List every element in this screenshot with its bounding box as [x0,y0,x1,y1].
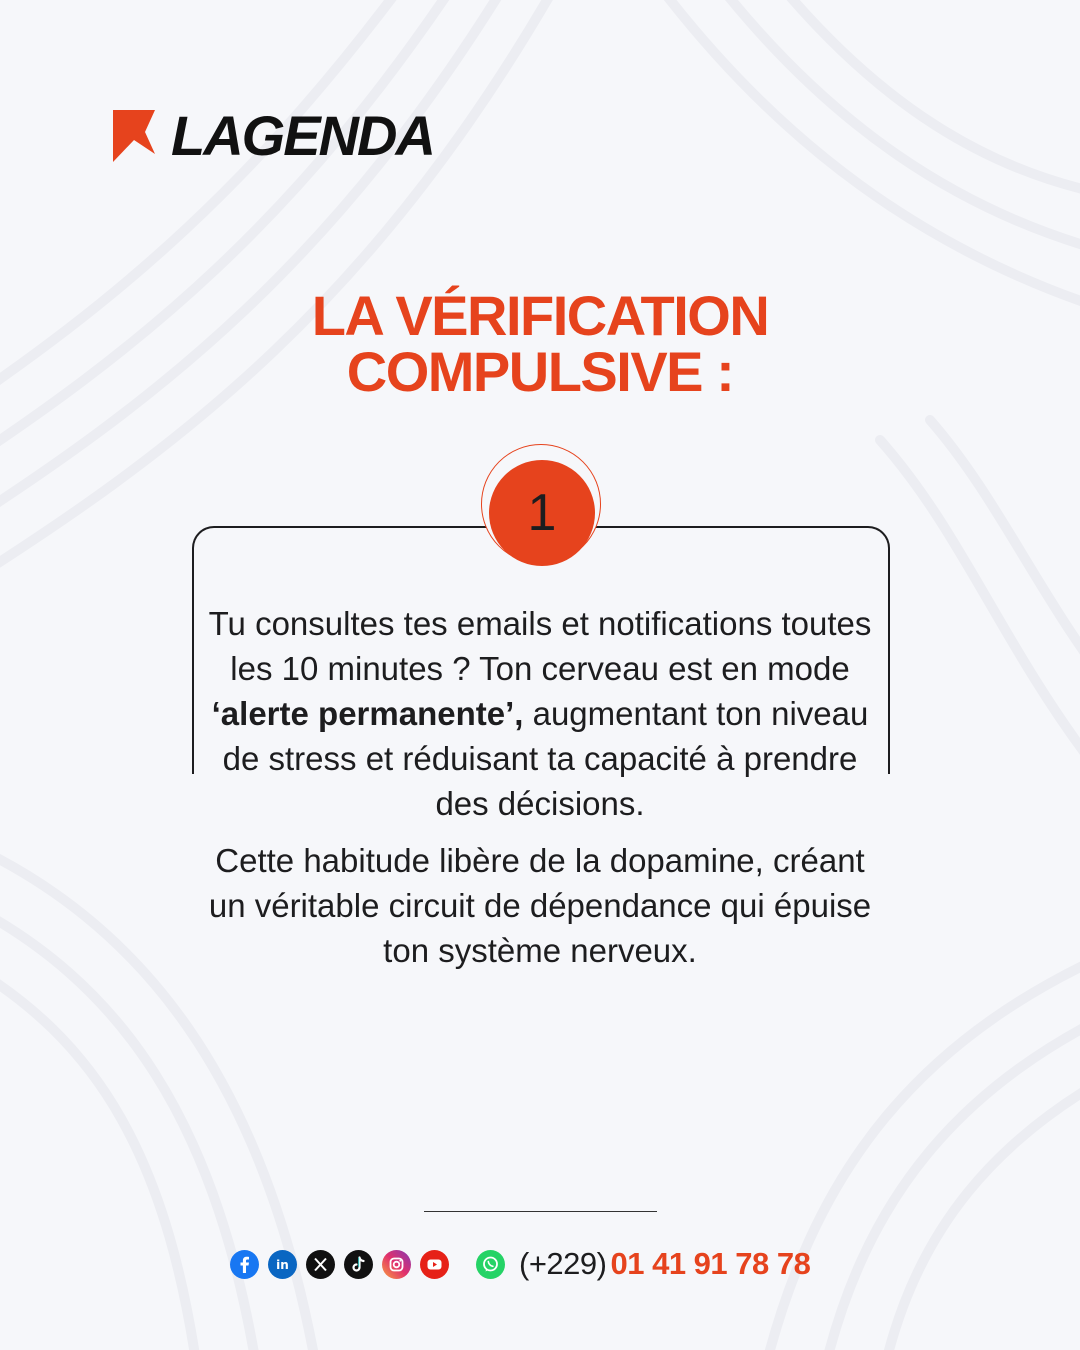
whatsapp-icon[interactable] [476,1250,505,1279]
body-p1-bold: ‘alerte permanente’, [211,695,524,732]
brand-name: LAGENDA [171,104,434,167]
body-paragraph-1 [200,601,880,826]
svg-text:in: in [276,1257,289,1272]
footer-contact [230,1244,810,1284]
tiktok-icon[interactable] [344,1250,373,1279]
x-icon[interactable] [306,1250,335,1279]
instagram-icon[interactable] [382,1250,411,1279]
linkedin-icon[interactable] [268,1250,297,1279]
youtube-icon[interactable] [420,1250,449,1279]
phone-number: 01 41 91 78 78 [610,1246,811,1281]
body-p1-text-2: augmentant ton niveau de stress et réduisant ta capacité à prendre des décisions. [222,695,869,822]
body-p1-text-1: Tu consultes tes emails et notifications toutes les 10 minutes ? Ton cerveau est en mode [208,605,872,687]
page-title [0,284,1080,403]
bookmark-flag-icon [113,110,155,162]
phone-prefix: (+229) [519,1246,607,1281]
phone-contact[interactable] [519,1244,810,1284]
step-number-badge: 1 [489,460,595,566]
body-paragraph-2: Cette habitude libère de la dopamine, créant un véritable circuit de dépendance qui épuise ton système nerveux. [208,842,872,969]
title-line-2: COMPULSIVE : [346,340,734,403]
title-line-1: LA VÉRIFICATION [311,284,769,347]
facebook-icon[interactable] [230,1250,259,1279]
body-text [200,601,880,973]
brand-logo [113,106,434,166]
footer-divider [424,1211,657,1212]
